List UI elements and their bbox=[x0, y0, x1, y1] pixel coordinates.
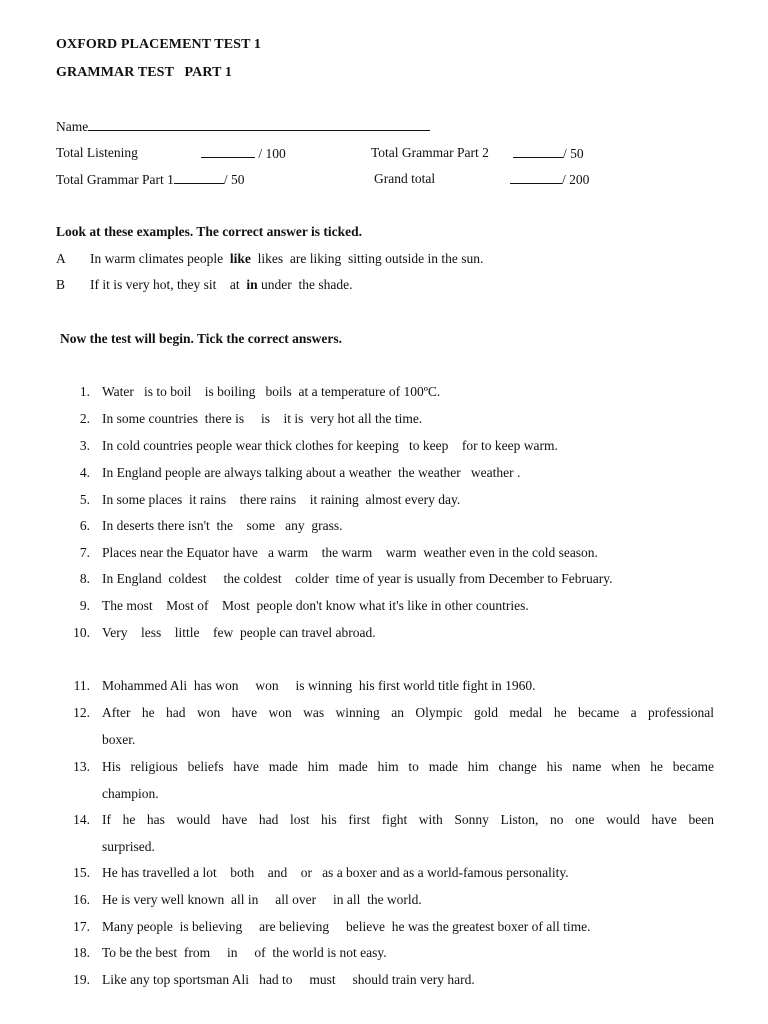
grammar1-label: Total Grammar Part 1 bbox=[56, 172, 174, 187]
grammar2-blank[interactable] bbox=[513, 145, 563, 158]
grand-total: / 200 bbox=[562, 172, 590, 187]
question-number: 2. bbox=[79, 411, 90, 426]
example-a-post: likes are liking sitting outside in the sun. bbox=[257, 251, 484, 266]
question-number: 3. bbox=[79, 438, 90, 453]
question-text-continued: surprised. bbox=[102, 839, 155, 854]
question-number: 7. bbox=[79, 545, 90, 560]
listening-total: / 100 bbox=[258, 146, 286, 161]
grammar2-score bbox=[513, 145, 584, 162]
question-text: In England people are always talking about a weather the weather weather . bbox=[102, 465, 521, 480]
question-text-continued: boxer. bbox=[102, 732, 136, 747]
question-number: 12. bbox=[73, 705, 90, 720]
question-text: After he had won have won was winning an Olympic gold medal he became a professional bbox=[102, 705, 714, 720]
question-text: Many people is believing are believing believe he was the greatest boxer of all time. bbox=[102, 919, 591, 934]
example-b-pre: If it is very hot, they sit at bbox=[90, 277, 240, 292]
question-text: Like any top sportsman Ali had to must should train very hard. bbox=[102, 972, 475, 987]
grammar2-label: Total Grammar Part 2 bbox=[371, 145, 489, 160]
question-number: 14. bbox=[73, 812, 90, 827]
question-number: 17. bbox=[73, 919, 90, 934]
question-number: 13. bbox=[73, 759, 90, 774]
test-subtitle: GRAMMAR TEST PART 1 bbox=[56, 65, 232, 80]
question-text: In England coldest the coldest colder time of year is usually from December to February. bbox=[102, 571, 613, 586]
grand-blank[interactable] bbox=[510, 171, 562, 184]
question-number: 15. bbox=[73, 865, 90, 880]
question-number: 19. bbox=[73, 972, 90, 987]
grammar2-total: / 50 bbox=[563, 146, 584, 161]
grammar1-row bbox=[56, 171, 245, 188]
question-number: 6. bbox=[79, 518, 90, 533]
question-text: Very less little few people can travel abroad. bbox=[102, 625, 376, 640]
question-text: If he has would have had lost his first fight with Sonny Liston, no one would have been bbox=[102, 812, 714, 827]
question-text: The most Most of Most people don't know what it's like in other countries. bbox=[102, 598, 529, 613]
grammar1-total: / 50 bbox=[223, 172, 245, 187]
question-number: 18. bbox=[73, 945, 90, 960]
listening-blank[interactable] bbox=[201, 145, 255, 158]
question-text: Mohammed Ali has won won is winning his first world title fight in 1960. bbox=[102, 678, 536, 693]
question-text: In deserts there isn't the some any grass. bbox=[102, 518, 343, 533]
example-a-letter: A bbox=[56, 251, 66, 266]
name-row bbox=[56, 118, 430, 135]
example-a bbox=[90, 251, 483, 267]
example-a-correct: like bbox=[229, 251, 251, 266]
question-text: In some places it rains there rains it raining almost every day. bbox=[102, 492, 461, 507]
question-number: 8. bbox=[79, 571, 90, 586]
grammar1-blank[interactable] bbox=[174, 171, 224, 184]
question-number: 16. bbox=[73, 892, 90, 907]
name-blank[interactable] bbox=[88, 118, 430, 131]
question-text: Water is to boil is boiling boils at a temperature of 100ºC. bbox=[102, 384, 441, 399]
question-number: 1. bbox=[79, 384, 90, 399]
question-text: To be the best from in of the world is not easy. bbox=[102, 945, 387, 960]
question-text: He is very well known all in all over in all the world. bbox=[102, 892, 422, 907]
example-b-letter: B bbox=[56, 277, 66, 292]
question-number: 11. bbox=[73, 678, 90, 693]
listening-label: Total Listening bbox=[56, 145, 138, 160]
question-text: In some countries there is is it is very hot all the time. bbox=[102, 411, 423, 426]
question-text: He has travelled a lot both and or as a boxer and as a world-famous personality. bbox=[102, 865, 569, 880]
question-number: 5. bbox=[79, 492, 90, 507]
listening-score bbox=[201, 145, 286, 162]
question-number: 9. bbox=[79, 598, 90, 613]
grand-score bbox=[510, 171, 589, 188]
example-a-pre: In warm climates people bbox=[90, 251, 224, 266]
example-b bbox=[90, 277, 352, 293]
examples-heading: Look at these examples. The correct answer is ticked. bbox=[56, 224, 362, 239]
question-text: His religious beliefs have made him made him to made him change his name when he became bbox=[102, 759, 714, 774]
instructions: Now the test will begin. Tick the correct answers. bbox=[60, 331, 342, 346]
name-label: Name bbox=[56, 119, 89, 134]
example-b-post: under the shade. bbox=[261, 277, 353, 292]
question-text: In cold countries people wear thick clothes for keeping to keep for to keep warm. bbox=[102, 438, 558, 453]
question-text: Places near the Equator have a warm the warm warm weather even in the cold season. bbox=[102, 545, 598, 560]
question-number: 4. bbox=[79, 465, 90, 480]
question-text-continued: champion. bbox=[102, 786, 159, 801]
example-b-correct: in bbox=[246, 277, 258, 292]
grand-label: Grand total bbox=[374, 171, 436, 186]
question-number: 10. bbox=[73, 625, 90, 640]
test-title: OXFORD PLACEMENT TEST 1 bbox=[56, 37, 261, 52]
